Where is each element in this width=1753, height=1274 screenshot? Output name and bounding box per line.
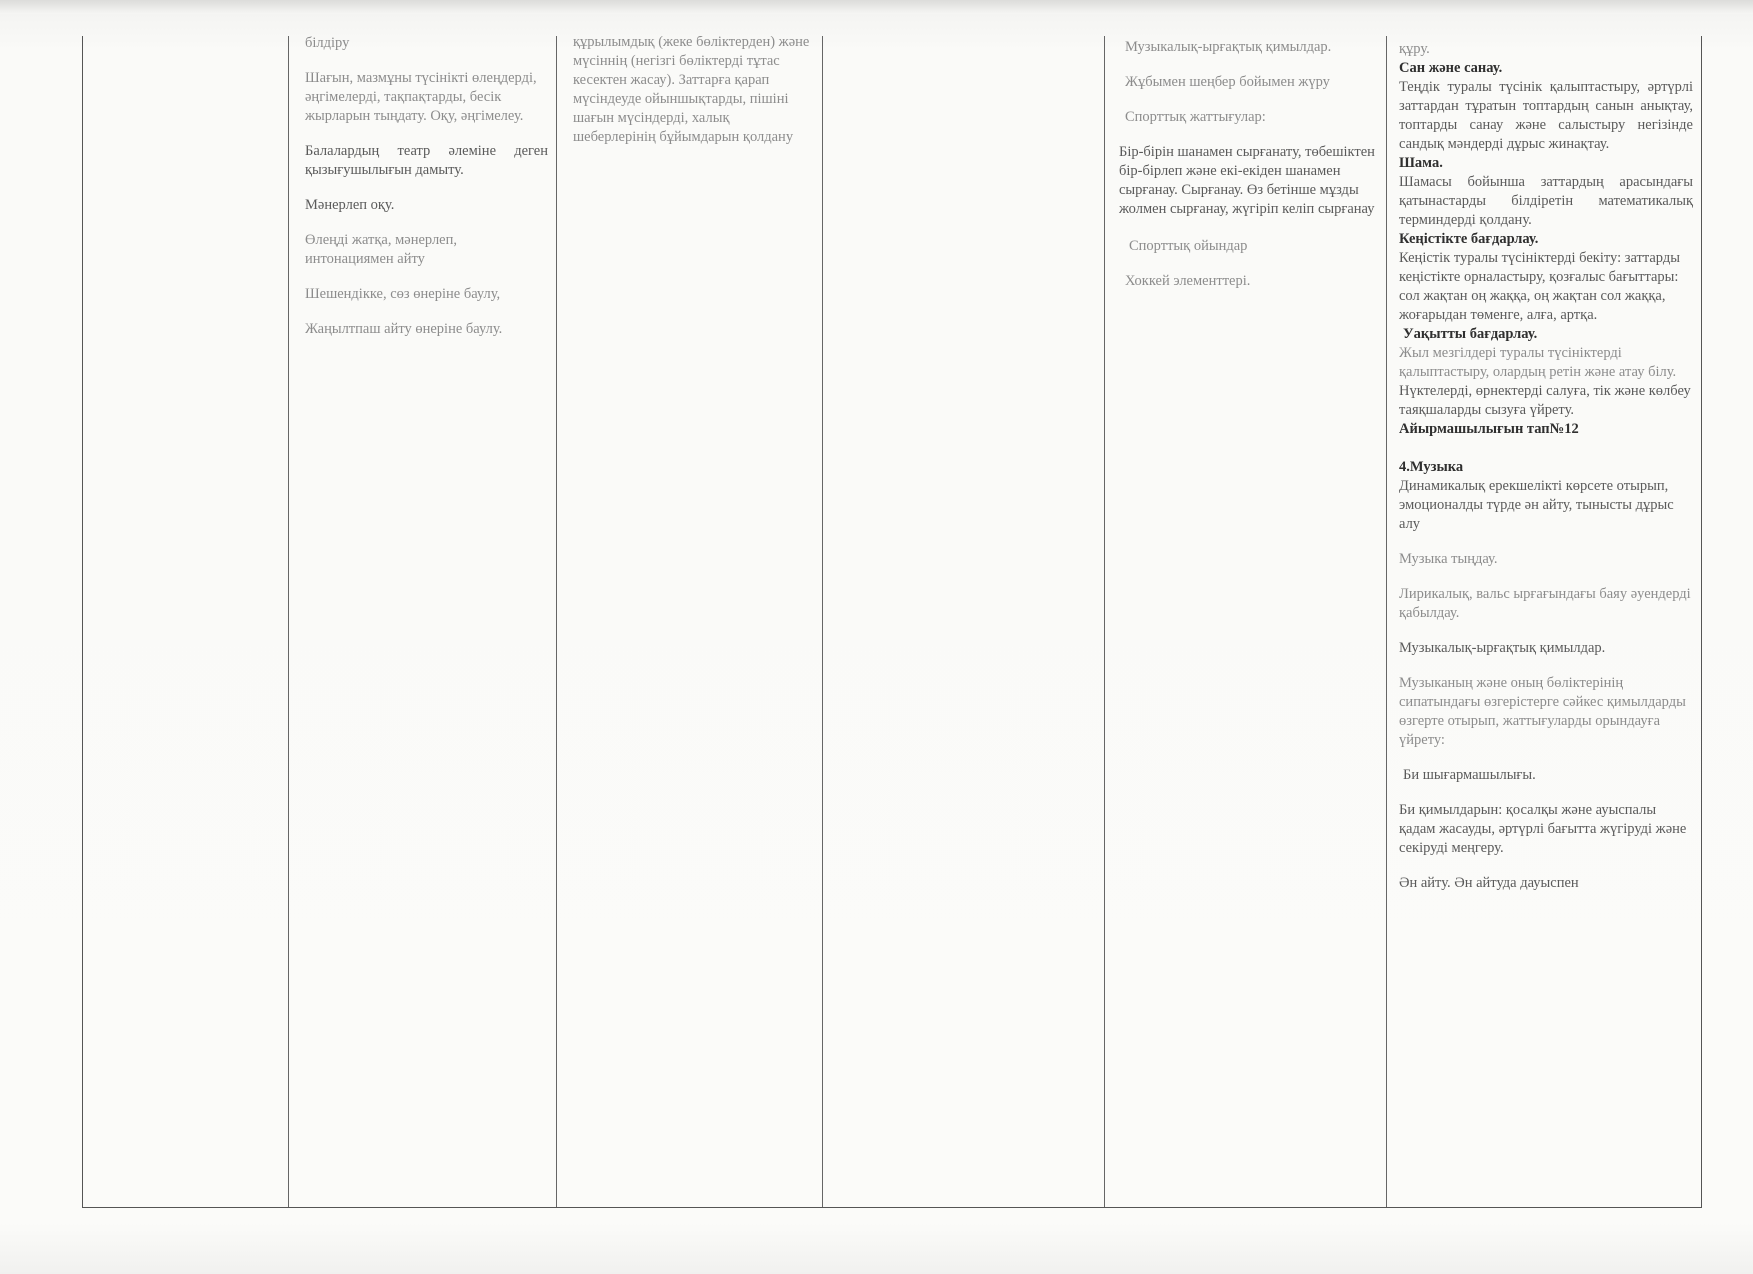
- col5-text-5: Спорттық ойындар: [1129, 238, 1248, 254]
- col2-text-4: Мәнерлеп оқу.: [305, 197, 395, 213]
- col6-text-9: Лирикалық, вальс ырғағындағы баяу әуендерді қабылдау.: [1399, 586, 1691, 621]
- col2-text-3: Балалардың театр әлеміне деген қызығушылығын дамыту.: [305, 143, 548, 178]
- col2-text-1: білдіру: [305, 36, 350, 51]
- plan-table: [82, 36, 1702, 1208]
- col3-text-1: құрылымдық (жеке бөліктерден) және мүсіннің (негізгі бөліктерді тұтас кесектен жасау). Заттарға қарап мүсіндеуде ойыншықтарды, пішіні шағын мүсіндерді, халық шеберлерінің бұйымдарын қолдану: [573, 36, 810, 145]
- col6-text-10: Музыкалық-ырғақтық қимылдар.: [1399, 640, 1606, 656]
- col5-text-3: Спорттық жаттығулар:: [1125, 109, 1266, 125]
- col5-text-1: Музыкалық-ырғақтық қимылдар.: [1125, 39, 1332, 55]
- column-4: [823, 36, 1105, 1207]
- col2-text-7: Жаңылтпаш айту өнеріне баулу.: [305, 321, 503, 337]
- column-3-content: [557, 36, 822, 147]
- col5-text-6: Хоккей элементтері.: [1125, 273, 1251, 289]
- col6-text-8: Музыка тыңдау.: [1399, 551, 1498, 567]
- col2-text-6: Шешендікке, сөз өнеріне баулу,: [305, 286, 501, 302]
- col6-heading-music: 4.Музыка: [1399, 459, 1464, 475]
- column-3: [557, 36, 823, 1207]
- scan-edge-shadow: [0, 0, 1753, 14]
- col6-text-12: Би қимылдарын: қосалқы және ауыспалы қадам жасауды, әртүрлі бағытта жүгіруді және секіруді меңгеру.: [1399, 802, 1687, 856]
- col6-heading-time: Уақытты бағдарлау.: [1403, 326, 1538, 342]
- col6-heading-dance: Би шығармашылығы.: [1403, 767, 1536, 783]
- column-6: [1387, 36, 1701, 1207]
- col6-heading-size: Шама.: [1399, 155, 1443, 171]
- col2-text-2: Шағын, мазмұны түсінікті өлеңдерді, әңгімелерді, тақпақтарды, бесік жырларын тыңдату. Оқу, әңгімелеу.: [305, 70, 537, 124]
- col6-text-1: құру.: [1399, 41, 1430, 57]
- col5-text-2: Жұбымен шеңбер бойымен жүру: [1125, 74, 1330, 90]
- col5-text-4: Бір-бірін шанамен сырғанату, төбешіктен бір-бірлеп және екі-екіден шанамен сырғанау. Сырғанау. Өз бетінше мұзды жолмен сырғанау, жүгіріп келіп сырғанау: [1119, 144, 1375, 217]
- col6-text-7: Динамикалық ерекшелікті көрсете отырып, эмоционалды түрде ән айту, тынысты дұрыс алу: [1399, 478, 1674, 532]
- col2-text-5: Өлеңді жатқа, мәнерлеп, интонациямен айту: [305, 232, 458, 267]
- column-5-content: [1105, 38, 1386, 291]
- column-2-content: [289, 36, 556, 339]
- col6-text-5: Жыл мезгілдері туралы түсініктерді қалыптастыру, олардың ретін және атау білу.: [1399, 345, 1677, 380]
- column-6-content: [1387, 40, 1701, 893]
- col6-text-11: Музыканың және оның бөліктерінің сипатындағы өзгерістерге сәйкес қимылдарды өзгерте отырып, жаттығуларды орындауға үйрету:: [1399, 675, 1686, 748]
- column-5: [1105, 36, 1387, 1207]
- col6-heading-difference: Айырмашылығын тап№12: [1399, 421, 1579, 437]
- column-2: [289, 36, 557, 1207]
- col6-text-2: Теңдік туралы түсінік қалыптастыру, әртүрлі заттардан тұратын топтардың санын анықтау, топтарды санау және салыстыру негізінде сандық мәндерді дұрыс жинақтау.: [1399, 79, 1693, 152]
- col6-text-4: Кеңістік туралы түсініктерді бекіту: заттарды кеңістікте орналастыру, қозғалыс бағыттары: сол жақтан оң жаққа, оң жақтан сол жаққа, жоғарыдан төменге, алға, артқа.: [1399, 250, 1680, 323]
- column-1: [83, 36, 289, 1207]
- col6-text-3: Шамасы бойынша заттардың арасындағы қатынастарды білдіретін математикалық терминдерді қолдану.: [1399, 174, 1693, 228]
- col6-text-13: Ән айту. Ән айтуда дауыспен: [1399, 875, 1579, 891]
- col6-text-6: Нүктелерді, өрнектерді салуға, тік және көлбеу таяқшаларды сызуға үйрету.: [1399, 383, 1691, 418]
- col6-heading-space: Кеңістікте бағдарлау.: [1399, 231, 1539, 247]
- col6-heading-number: Сан және санау.: [1399, 60, 1503, 76]
